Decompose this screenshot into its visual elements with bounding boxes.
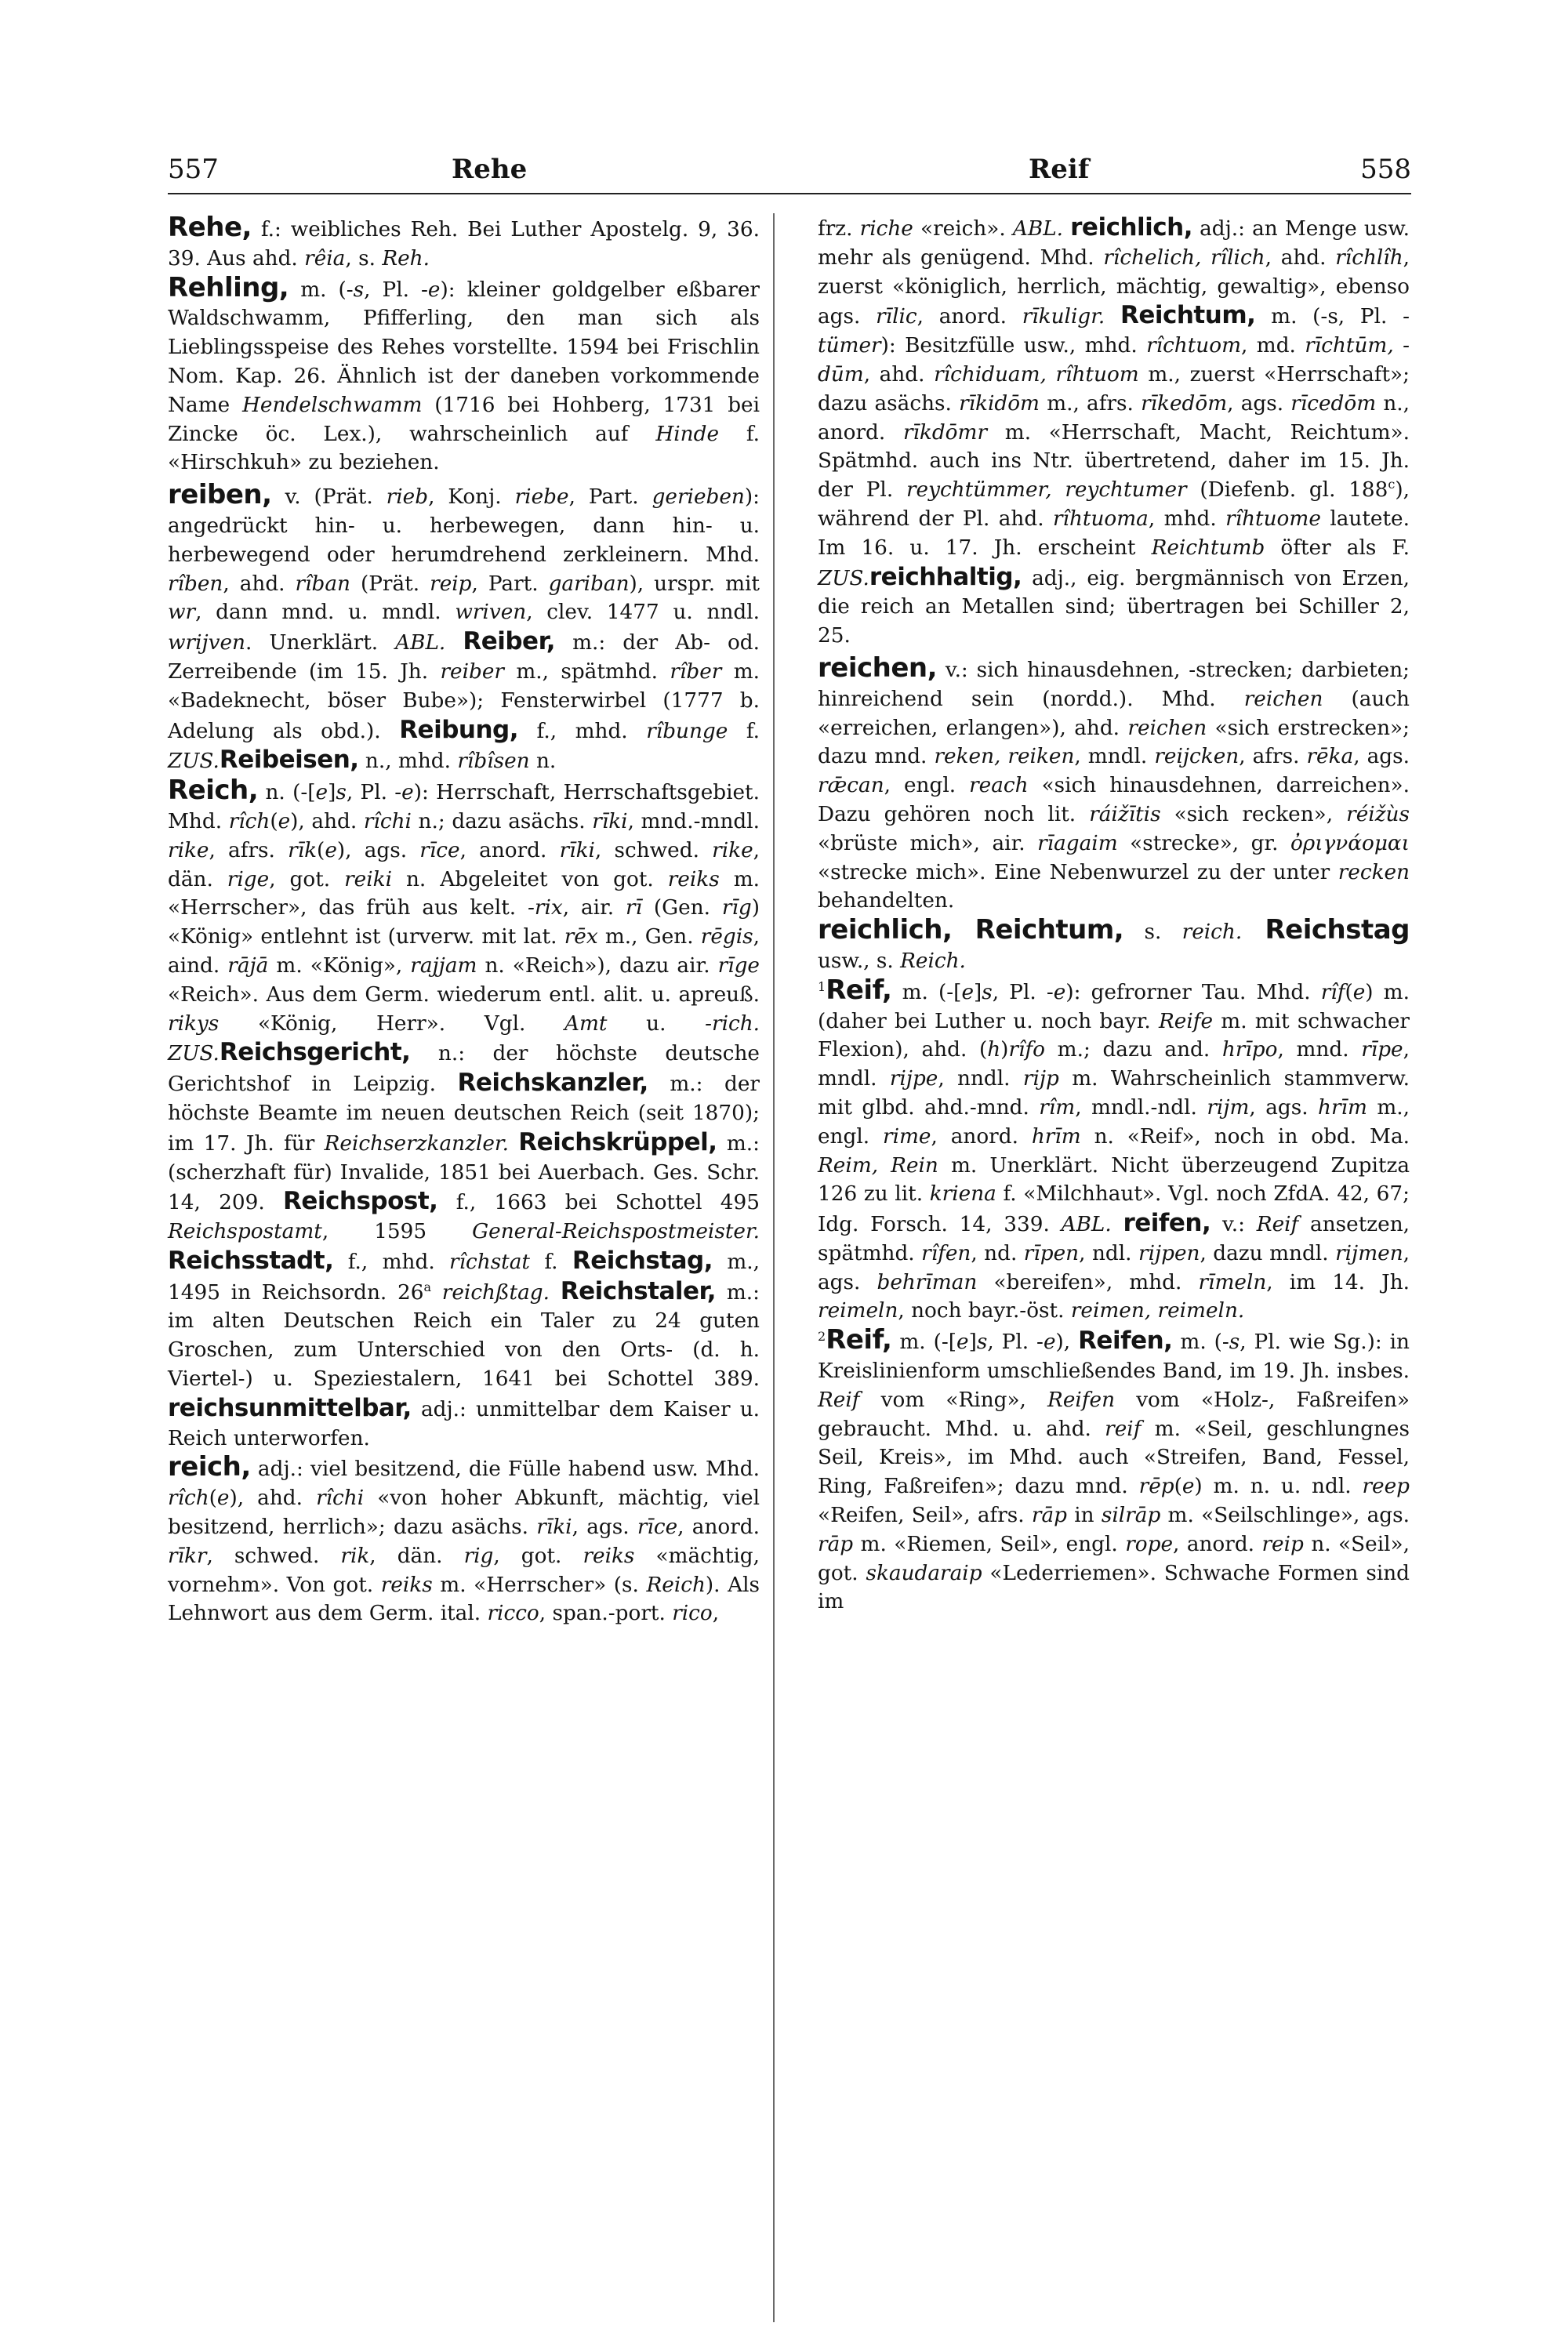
- column-divider: [773, 213, 775, 2322]
- headword: reifen,: [1123, 1209, 1211, 1238]
- headword: reichen,: [818, 652, 938, 684]
- entry-reich-adj: reich, adj.: viel besitzend, die Fülle habend usw. Mhd. rîch(e), ahd. rîchi «von hoher Abkunft, mächtig, viel besitzend, herrlich»; dazu asächs. rīki, ags. rīce, anord. rīkr, schwed. rik, dän. rig, got. reiks «mächtig, vornehm». Von got. reiks m. «Herrscher» (s. Reich). Als Lehnwort aus dem Germ. ital. ricco, span.-port. rico,: [168, 1451, 760, 1626]
- left-column: [168, 213, 760, 1628]
- headword: Reichstag,: [572, 1246, 713, 1275]
- entry-reif-1: $^1$Reif, m. (-[e]s, Pl. -e): gefrorner Tau. Mhd. rîf(e) m. (daher bei Luther u. noch bayr. Reife m. mit schwacher Flexion), ahd. (h)rîfo m.; dazu and. hrīpo, mnd. rīpe, mndl. rijpe, nndl. rijp m. Wahrscheinlich stammverw. mit glbd. ahd.-mnd. rîm, mndl.-ndl. rijm, ags. hrīm m., engl. rime, anord. hrīm n. «Reif», noch in obd. Ma. Reim, Rein m. Unerklärt. Nicht überzeugend Zupitza 126 zu lit. kriena f. «Milchhaut». Vgl. noch ZfdA. 42, 67; Idg. Forsch. 14, 339. ABL. reifen, v.: Reif ansetzen, spätmhd. rîfen, nd. rīpen, ndl. rijpen, dazu mndl. rijmen, ags. behrīman «bereifen», mhd. rīmeln, im 14. Jh. reimeln, noch bayr.-öst. reimen, reimeln.: [818, 974, 1410, 1323]
- headword: Reiber,: [463, 627, 556, 656]
- entry-rehling: Rehling, m. (-s, Pl. -e): kleiner goldgelber eßbarer Waldschwamm, Pfifferling, den man sich als Lieblingsspeise des Rehes vorstellte. 1594 bei Frischlin Nom. Kap. 26. Ähnlich ist der daneben vorkommende Name Hendelschwamm (1716 bei Hohberg, 1731 bei Zincke öc. Lex.), wahrscheinlich auf Hinde f. «Hirschkuh» zu beziehen.: [168, 271, 760, 475]
- right-column: [818, 213, 1410, 1617]
- page-number-right: 558: [1360, 154, 1411, 185]
- running-header: [168, 151, 1411, 194]
- headword: Reichsgericht,: [219, 1038, 411, 1067]
- headword: Reif,: [826, 1324, 892, 1356]
- headword: Reichsstadt,: [168, 1246, 334, 1275]
- entry-reif-2: $^2$Reif, m. (-[e]s, Pl. -e), Reifen, m. (-s, Pl. wie Sg.): in Kreislinienform umschließendes Band, im 19. Jh. insbes. Reif vom «Ring», Reifen vom «Holz-, Faßreifen» gebraucht. Mhd. u. ahd. reif m. «Seil, geschlungnes Seil, Kreis», im Mhd. auch «Streifen, Band, Fessel, Ring, Faßreifen»; dazu mnd. rēp(e) m. n. u. ndl. reep «Reifen, Seil», afrs. rāp in silrāp m. «Seilschlinge», ags. rāp m. «Riemen, Seil», engl. rope, anord. reip n. «Seil», got. skaudaraip «Lederriemen». Schwache Formen sind im: [818, 1324, 1410, 1614]
- page-number-left: 557: [168, 154, 219, 185]
- entry-reichen: reichen, v.: sich hinausdehnen, -strecken; darbieten; hinreichend sein (nordd.). Mhd. reichen (auch «erreichen, erlangen»), ahd. reichen «sich erstrecken»; dazu mnd. reken, reiken, mndl. reijcken, afrs. rēka, ags. rǣcan, engl. reach «sich hinausdehnen, darreichen». Dazu gehören noch lit. ráižītis «sich recken», réižùs «brüste mich», air. rīagaim «strecke», gr. ὀριγνάομαι «strecke mich». Eine Nebenwurzel zu der unter recken behandelten.: [818, 652, 1410, 913]
- headword: Reichskrüppel,: [518, 1127, 717, 1156]
- entry-rehe: Rehe, f.: weibliches Reh. Bei Luther Apostelg. 9, 36. 39. Aus ahd. rêia, s. Reh.: [168, 212, 760, 270]
- headword: reichsunmittelbar,: [168, 1393, 412, 1422]
- headword: Reibeisen,: [219, 746, 359, 775]
- running-headword-left: Rehe: [452, 154, 528, 185]
- headword: Rehling,: [168, 271, 289, 303]
- running-headword-right: Reif: [1029, 154, 1090, 185]
- entry-reich-continued: frz. riche «reich». ABL. reichlich, adj.: an Menge usw. mehr als genügend. Mhd. rîchelich, rîlich, ahd. rîchlîh, zuerst «königlich, herrlich, mächtig, gewaltig», ebenso ags. rīlic, anord. rīkuligr. Reichtum, m. (-s, Pl. -tümer): Besitzfülle usw., mhd. rîchtuom, md. rīchtūm, -dūm, ahd. rîchiduam, rîhtuom m., zuerst «Herrschaft»; dazu asächs. rīkidōm m., afrs. rīkedōm, ags. rīcedōm n., anord. rīkdōmr m. «Herrschaft, Macht, Reichtum». Spätmhd. auch ins Ntr. übertretend, daher im 15. Jh. der Pl. reychtümmer, reychtumer (Diefenb. gl. 188$^c$), während der Pl. ahd. rîhtuoma, mhd. rîhtuome lautete. Im 16. u. 17. Jh. erscheint Reichtumb öfter als F. ZUS.reichhaltig, adj., eig. bergmännisch von Erzen, die reich an Metallen sind; übertragen bei Schiller 2, 25.: [818, 213, 1410, 648]
- headword: reiben,: [168, 479, 272, 511]
- entry-reiben: reiben, v. (Prät. rieb, Konj. riebe, Part. gerieben): angedrückt hin- u. herbewegen, dann hin- u. herbewegend oder herumdrehend zerkleinern. Mhd. rîben, ahd. rîban (Prät. reip, Part. gariban), urspr. mit wr, dann mnd. u. mndl. wriven, clev. 1477 u. nndl. wrijven. Unerklärt. ABL. Reiber, m.: der Ab- od. Zerreibende (im 15. Jh. reiber m., spätmhd. rîber m. «Badeknecht, böser Bube»); Fensterwirbel (1777 b. Adelung als obd.). Reibung, f., mhd. rîbunge f. ZUS.Reibeisen, n., mhd. rîbîsen n.: [168, 479, 760, 775]
- headword: Reifen,: [1078, 1327, 1173, 1356]
- entry-reich-n: Reich, n. (-[e]s, Pl. -e): Herrschaft, Herrschaftsgebiet. Mhd. rîch(e), ahd. rîchi n.; dazu asächs. rīki, mnd.-mndl. rike, afrs. rīk(e), ags. rīce, anord. rīki, schwed. rike, dän. rige, got. reiki n. Abgeleitet von got. reiks m. «Herrscher», das früh aus kelt. -rix, air. rī (Gen. rīg) «König» entlehnt ist (urverw. mit lat. rēx m., Gen. rēgis, aind. rājā m. «König», rajjam n. «Reich»), dazu air. rīge «Reich». Aus dem Germ. wiederum entl. alit. u. apreuß. rikys «König, Herr». Vgl. Amt u. -rich. ZUS.Reichsgericht, n.: der höchste deutsche Gerichtshof in Leipzig. Reichskanzler, m.: der höchste Beamte im neuen deutschen Reich (seit 1870); im 17. Jh. für Reichserzkanzler. Reichskrüppel, m.: (scherzhaft für) Invalide, 1851 bei Auerbach. Ges. Schr. 14, 209. Reichspost, f., 1663 bei Schottel 495 Reichspostamt, 1595 General-Reichspostmeister. Reichsstadt, f., mhd. rîchstat f. Reichstag, m., 1495 in Reichsordn. 26$^a$ reichßtag. Reichstaler, m.: im alten Deutschen Reich ein Taler zu 24 guten Groschen, zum Unterschied von den Orts- (d. h. Viertel-) u. Speziestalern, 1641 bei Schottel 389. reichsunmittelbar, adj.: unmittelbar dem Kaiser u. Reich unterworfen.: [168, 775, 760, 1450]
- headword: reichlich,: [1070, 213, 1192, 241]
- headword: reichlich, Reichtum,: [818, 914, 1124, 946]
- headword: reich,: [168, 1451, 251, 1483]
- headword: reichhaltig,: [869, 562, 1022, 591]
- headword: Reichstag: [1242, 914, 1410, 946]
- headword: Reichtum,: [1120, 301, 1256, 330]
- headword: Reibung,: [399, 715, 519, 744]
- headword: Reichspost,: [282, 1187, 438, 1216]
- headword: Reichskanzler,: [457, 1069, 648, 1098]
- headword: Reif,: [826, 974, 892, 1006]
- headword: Reich,: [168, 775, 259, 807]
- entry-reichlich-xref: reichlich, Reichtum, s. reich. Reichstag usw., s. Reich.: [818, 914, 1410, 973]
- headword: Rehe,: [168, 212, 252, 243]
- headword: Reichstaler,: [560, 1276, 717, 1305]
